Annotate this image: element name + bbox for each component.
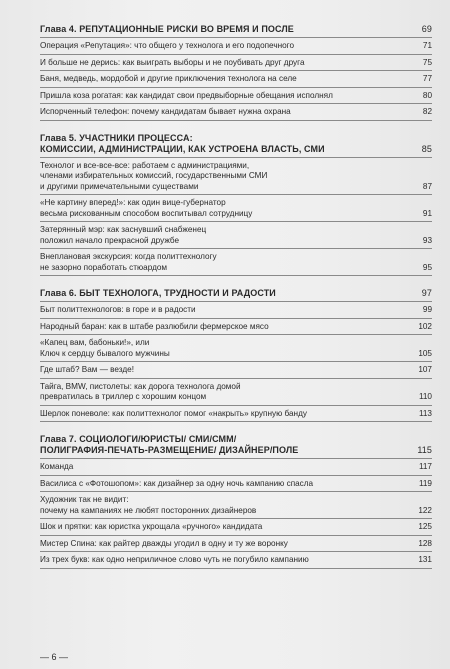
entry-page-number: 113: [418, 408, 432, 418]
entry-title: Где штаб? Вам — везде!: [40, 365, 134, 374]
toc-entry: [40, 38, 432, 55]
page-number-footer: — 6 —: [40, 652, 69, 662]
chapter-heading: [40, 24, 432, 38]
toc-entry: [40, 552, 432, 569]
chapter-heading: [40, 133, 432, 158]
toc-entry: [40, 335, 432, 362]
toc-entry: [40, 362, 432, 379]
entry-page-number: 102: [418, 321, 432, 331]
toc-entry: [40, 195, 432, 222]
toc-entry: [40, 88, 432, 105]
chapter-title: Глава 7. СОЦИОЛОГИ/ЮРИСТЫ/ СМИ/СММ/ ПОЛИГРАФИЯ-ПЕЧАТЬ-РАЗМЕЩЕНИЕ/ ДИЗАЙНЕР/ПОЛЕ: [40, 434, 299, 455]
toc-entry: [40, 249, 432, 276]
entry-title: Внеплановая экскурсия: когда политтехнологу не зазорно поработать стюардом: [40, 252, 217, 272]
entry-title: Пришла коза рогатая: как кандидат свои предвыборные обещания исполнял: [40, 90, 333, 100]
chapter-title: Глава 5. УЧАСТНИКИ ПРОЦЕССА: КОМИССИИ, АДМИНИСТРАЦИИ, КАК УСТРОЕНА ВЛАСТЬ, СМИ: [40, 132, 325, 154]
chapter-page-number: 69: [421, 24, 432, 34]
entry-title: Баня, медведь, мордобой и другие приключения технолога на селе: [40, 74, 297, 83]
entry-page-number: 131: [418, 555, 432, 564]
entry-title: Художник так не видит: почему на кампаниях не любят посторонних дизайнеров: [40, 495, 257, 515]
entry-title: Шерлок поневоле: как политтехнолог помог «накрыть» крупную банду: [40, 408, 307, 418]
chapter-page-number: 97: [421, 288, 432, 298]
entry-title: И больше не дерись: как выиграть выборы и не поубивать друг друга: [40, 57, 305, 67]
chapter-7: [40, 434, 432, 569]
entry-page-number: 75: [422, 57, 432, 67]
entry-page-number: 80: [422, 90, 432, 100]
toc-entry: [40, 55, 432, 72]
chapter-title: Глава 6. БЫТ ТЕХНОЛОГА, ТРУДНОСТИ И РАДОСТИ: [40, 288, 276, 298]
chapter-5: [40, 133, 432, 277]
entry-title: «Капец вам, бабоньки!», или Ключ к сердцу бывалого мужчины: [40, 338, 170, 358]
toc-entry: [40, 302, 432, 319]
entry-page-number: 125: [418, 522, 432, 531]
entry-title: «Не картину вперед!»: как один вице-губернатор весьма рискованным способом воспитывал сотрудницу: [40, 198, 253, 218]
entry-title: Василиса с «Фотошопом»: как дизайнер за одну ночь кампанию спасла: [40, 478, 314, 488]
chapter-page-number: 85: [421, 143, 432, 154]
entry-page-number: 107: [418, 365, 432, 374]
toc-entry: [40, 492, 432, 519]
entry-title: Технолог и все-все-все: работаем с администрациями, членами избирательных комиссий, государственными СМИ и другими примечательными существами: [40, 160, 268, 191]
entry-page-number: 128: [418, 538, 432, 548]
toc-entry: [40, 104, 432, 121]
entry-title: Испорченный телефон: почему кандидатам бывает нужна охрана: [40, 107, 291, 116]
chapter-heading: [40, 288, 432, 302]
chapter-heading: [40, 434, 432, 459]
entry-page-number: 77: [422, 74, 432, 83]
entry-page-number: 93: [422, 235, 432, 245]
entry-page-number: 87: [422, 181, 432, 191]
entry-title: Команда: [40, 462, 74, 471]
entry-page-number: 82: [422, 107, 432, 116]
entry-title: Из трех букв: как одно неприличное слово чуть не погубило кампанию: [40, 555, 309, 564]
toc-entry: [40, 519, 432, 536]
entry-title: Операция «Репутация»: что общего у технолога и его подопечного: [40, 41, 295, 50]
toc-entry: [40, 379, 432, 406]
toc-entry: [40, 319, 432, 336]
entry-page-number: 71: [422, 41, 432, 50]
toc-entry: [40, 476, 432, 493]
entry-page-number: 117: [418, 462, 432, 471]
entry-title: Мистер Спина: как райтер дважды угодил в одну и ту же воронку: [40, 538, 288, 548]
toc-entry: [40, 406, 432, 423]
entry-title: Быт политтехнологов: в горе и в радости: [40, 305, 196, 314]
toc-entry: [40, 536, 432, 553]
entry-page-number: 105: [418, 348, 432, 358]
entry-page-number: 99: [422, 305, 432, 314]
entry-page-number: 110: [418, 392, 432, 401]
entry-title: Народный баран: как в штабе разлюбили фермерское мясо: [40, 321, 269, 331]
toc-entry: [40, 459, 432, 476]
entry-page-number: 122: [418, 505, 432, 515]
entry-page-number: 95: [422, 262, 432, 272]
chapter-6: [40, 288, 432, 422]
entry-page-number: 119: [418, 478, 432, 488]
toc-entry: [40, 158, 432, 196]
entry-title: Затерянный мэр: как заснувший снабженец положил начало прекрасной дружбе: [40, 225, 207, 245]
entry-title: Шок и прятки: как юристка укрощала «ручного» кандидата: [40, 522, 263, 531]
entry-title: Тайга, BMW, пистолеты: как дорога технолога домой превратилась в триллер с хорошим концом: [40, 381, 241, 401]
chapter-page-number: 115: [417, 445, 432, 455]
toc-entry: [40, 71, 432, 88]
toc-entry: [40, 222, 432, 249]
chapter-title: Глава 4. РЕПУТАЦИОННЫЕ РИСКИ ВО ВРЕМЯ И ПОСЛЕ: [40, 24, 294, 34]
entry-page-number: 91: [422, 208, 432, 218]
table-of-contents: [40, 24, 432, 581]
chapter-4: [40, 24, 432, 121]
